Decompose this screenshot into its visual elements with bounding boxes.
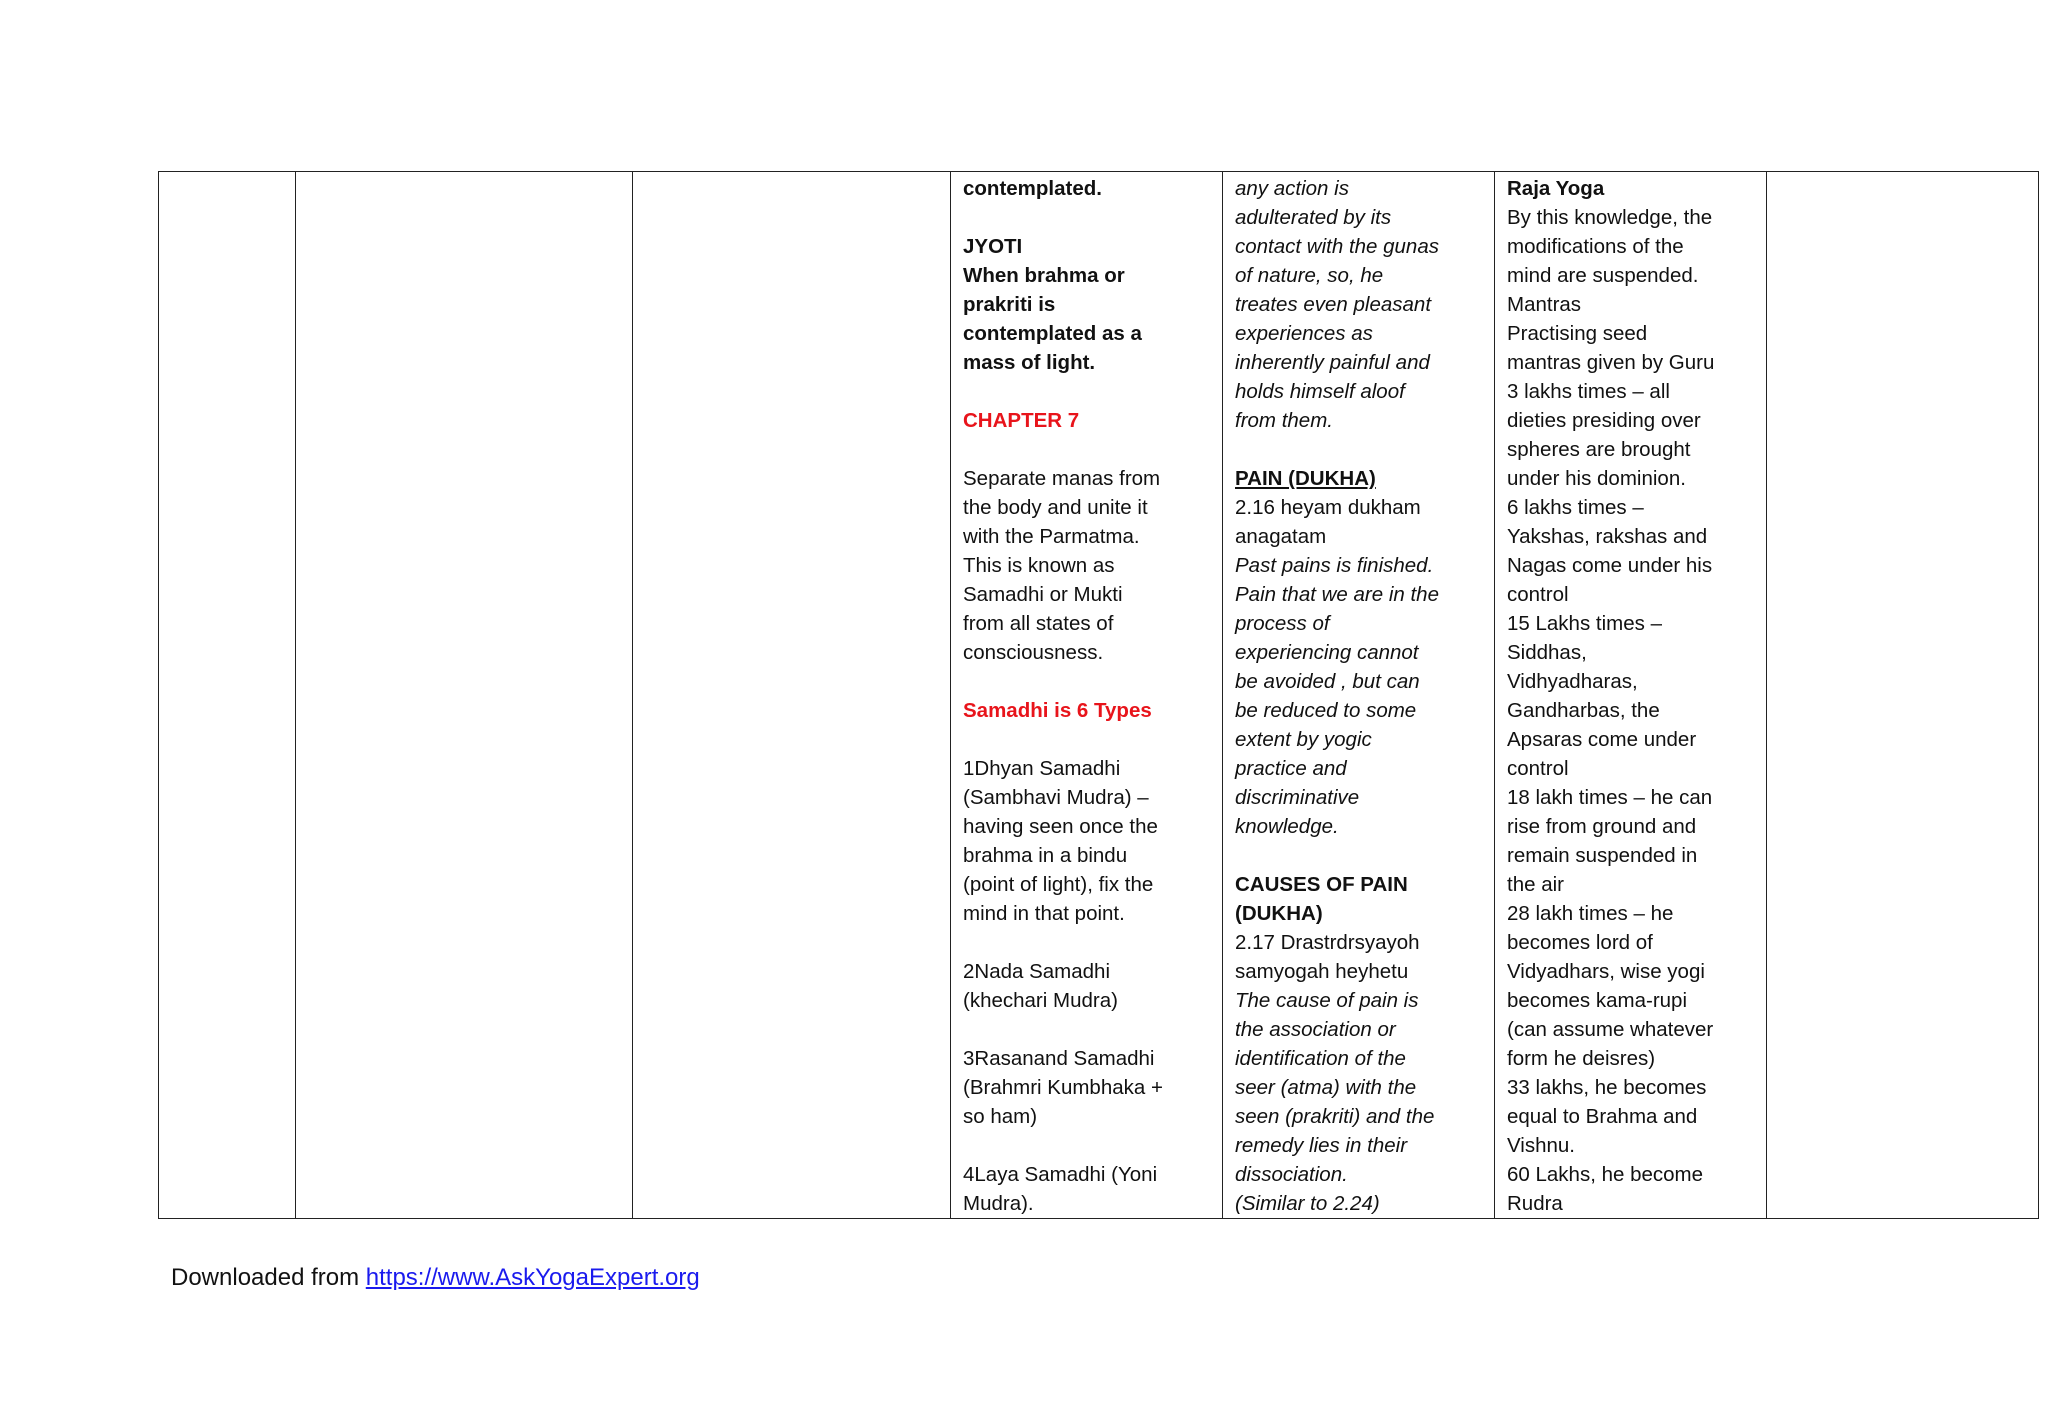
col4-line: Mudra). [963, 1192, 1034, 1215]
blank-line [963, 203, 1210, 232]
blank-line [963, 725, 1210, 754]
blank-line [963, 667, 1210, 696]
col5-line: experiencing cannot [1235, 641, 1419, 664]
col5-line: 2.17 Drastrdrsyayoh [1235, 931, 1420, 954]
col6-line: Practising seed [1507, 322, 1648, 345]
col6-line: By this knowledge, the [1507, 206, 1713, 229]
blank-line [963, 1131, 1210, 1160]
col6-line: Siddhas, [1507, 641, 1587, 664]
col5-line: The cause of pain is [1235, 989, 1419, 1012]
col4-line: having seen once the [963, 815, 1158, 838]
col5-line: CAUSES OF PAIN [1235, 873, 1408, 896]
col6-line: mind are suspended. [1507, 264, 1699, 287]
table-cell-col1 [159, 172, 296, 1219]
table-cell-col4 [951, 172, 1223, 1219]
source-link[interactable]: https://www.AskYogaExpert.org [365, 1264, 700, 1291]
blank-line [1235, 435, 1482, 464]
col5-line: (DUKHA) [1235, 902, 1323, 925]
col4-line: 2Nada Samadhi [963, 960, 1111, 983]
col6-line: dieties presiding over [1507, 409, 1701, 432]
col5-line: dissociation. [1235, 1163, 1348, 1186]
col5-line: Pain that we are in the [1235, 583, 1439, 606]
col5-line: anagatam [1235, 525, 1327, 548]
col4-line: contemplated as a [963, 322, 1142, 345]
col6-line: under his dominion. [1507, 467, 1686, 490]
col6-line: 15 Lakhs times – [1507, 612, 1662, 635]
col6-line: Nagas come under his [1507, 554, 1713, 577]
col5-line: the association or [1235, 1018, 1396, 1041]
table-cell-col7 [1767, 172, 2039, 1219]
blank-line [963, 435, 1210, 464]
col5-line: PAIN (DUKHA) [1235, 467, 1376, 490]
col4-line: mind in that point. [963, 902, 1125, 925]
col5-line: extent by yogic [1235, 728, 1372, 751]
col4-text-block [963, 174, 1210, 1218]
footer-prefix: Downloaded from [171, 1264, 366, 1291]
col4-line: with the Parmatma. [963, 525, 1140, 548]
col6-line: Gandharbas, the [1507, 699, 1660, 722]
col5-line: knowledge. [1235, 815, 1339, 838]
col5-text-block [1235, 174, 1482, 1218]
content-table [158, 171, 2039, 1219]
col4-line: 1Dhyan Samadhi [963, 757, 1121, 780]
table-cell-col2 [296, 172, 633, 1219]
col6-text-block [1507, 174, 1754, 1218]
table-cell-col3 [633, 172, 951, 1219]
col4-line: Separate manas from [963, 467, 1161, 490]
col5-line: inherently painful and [1235, 351, 1430, 374]
col6-line: Vidhyadharas, [1507, 670, 1638, 693]
col6-line: becomes kama-rupi [1507, 989, 1688, 1012]
col5-line: samyogah heyhetu [1235, 960, 1409, 983]
col4-line: JYOTI [963, 235, 1023, 258]
col5-line: seen (prakriti) and the [1235, 1105, 1435, 1128]
col6-line: Yakshas, rakshas and [1507, 525, 1708, 548]
col5-line: treates even pleasant [1235, 293, 1432, 316]
col4-line: CHAPTER 7 [963, 409, 1080, 432]
blank-line [963, 377, 1210, 406]
col6-line: Raja Yoga [1507, 177, 1605, 200]
col6-line: the air [1507, 873, 1564, 896]
col6-line: mantras given by Guru [1507, 351, 1715, 374]
footer-note [171, 1263, 700, 1293]
col4-line: contemplated. [963, 177, 1102, 200]
col5-line: be reduced to some [1235, 699, 1417, 722]
blank-line [963, 928, 1210, 957]
col4-line: consciousness. [963, 641, 1104, 664]
col6-line: Vidyadhars, wise yogi [1507, 960, 1705, 983]
col4-line: brahma in a bindu [963, 844, 1128, 867]
col5-line: process of [1235, 612, 1330, 635]
col6-line: Vishnu. [1507, 1134, 1576, 1157]
col5-line: discriminative [1235, 786, 1360, 809]
col4-line: This is known as [963, 554, 1115, 577]
col4-line: prakriti is [963, 293, 1056, 316]
col4-line: mass of light. [963, 351, 1096, 374]
col6-line: 33 lakhs, he becomes [1507, 1076, 1707, 1099]
blank-line [963, 1015, 1210, 1044]
col5-line: from them. [1235, 409, 1333, 432]
col6-line: spheres are brought [1507, 438, 1691, 461]
col5-line: (Similar to 2.24) [1235, 1192, 1380, 1215]
col4-line: (khechari Mudra) [963, 989, 1118, 1012]
col4-line: When brahma or [963, 264, 1125, 287]
col4-line: (Sambhavi Mudra) – [963, 786, 1149, 809]
col5-line: remedy lies in their [1235, 1134, 1408, 1157]
col4-line: (point of light), fix the [963, 873, 1154, 896]
col6-line: Mantras [1507, 293, 1582, 316]
col6-line: Apsaras come under [1507, 728, 1697, 751]
col6-line: 60 Lakhs, he become [1507, 1163, 1704, 1186]
col5-line: practice and [1235, 757, 1347, 780]
col5-line: of nature, so, he [1235, 264, 1384, 287]
col6-line: control [1507, 583, 1569, 606]
col5-line: holds himself aloof [1235, 380, 1405, 403]
col5-line: Past pains is finished. [1235, 554, 1434, 577]
col4-line: Samadhi is 6 Types [963, 699, 1152, 722]
col4-line: 4Laya Samadhi (Yoni [963, 1163, 1158, 1186]
col6-line: 28 lakh times – he [1507, 902, 1674, 925]
col4-line: (Brahmri Kumbhaka + [963, 1076, 1163, 1099]
table-cell-col5 [1223, 172, 1495, 1219]
table-row [159, 172, 2039, 1219]
col6-line: form he deisres) [1507, 1047, 1656, 1070]
col6-line: Rudra [1507, 1192, 1563, 1215]
col6-line: (can assume whatever [1507, 1018, 1714, 1041]
col6-line: 6 lakhs times – [1507, 496, 1644, 519]
col5-line: be avoided , but can [1235, 670, 1420, 693]
table-cell-col6 [1495, 172, 1767, 1219]
col5-line: any action is [1235, 177, 1349, 200]
col6-line: equal to Brahma and [1507, 1105, 1698, 1128]
col6-line: remain suspended in [1507, 844, 1698, 867]
col6-line: control [1507, 757, 1569, 780]
col4-line: the body and unite it [963, 496, 1148, 519]
col6-line: modifications of the [1507, 235, 1684, 258]
col5-line: adulterated by its [1235, 206, 1392, 229]
col6-line: 18 lakh times – he can [1507, 786, 1713, 809]
col4-line: from all states of [963, 612, 1114, 635]
col5-line: 2.16 heyam dukham [1235, 496, 1421, 519]
col4-line: Samadhi or Mukti [963, 583, 1123, 606]
col6-line: rise from ground and [1507, 815, 1697, 838]
col5-line: seer (atma) with the [1235, 1076, 1417, 1099]
col4-line: so ham) [963, 1105, 1038, 1128]
col6-line: 3 lakhs times – all [1507, 380, 1670, 403]
blank-line [1235, 841, 1482, 870]
col5-line: experiences as [1235, 322, 1373, 345]
col6-line: becomes lord of [1507, 931, 1653, 954]
col5-line: identification of the [1235, 1047, 1406, 1070]
col4-line: 3Rasanand Samadhi [963, 1047, 1155, 1070]
col5-line: contact with the gunas [1235, 235, 1439, 258]
